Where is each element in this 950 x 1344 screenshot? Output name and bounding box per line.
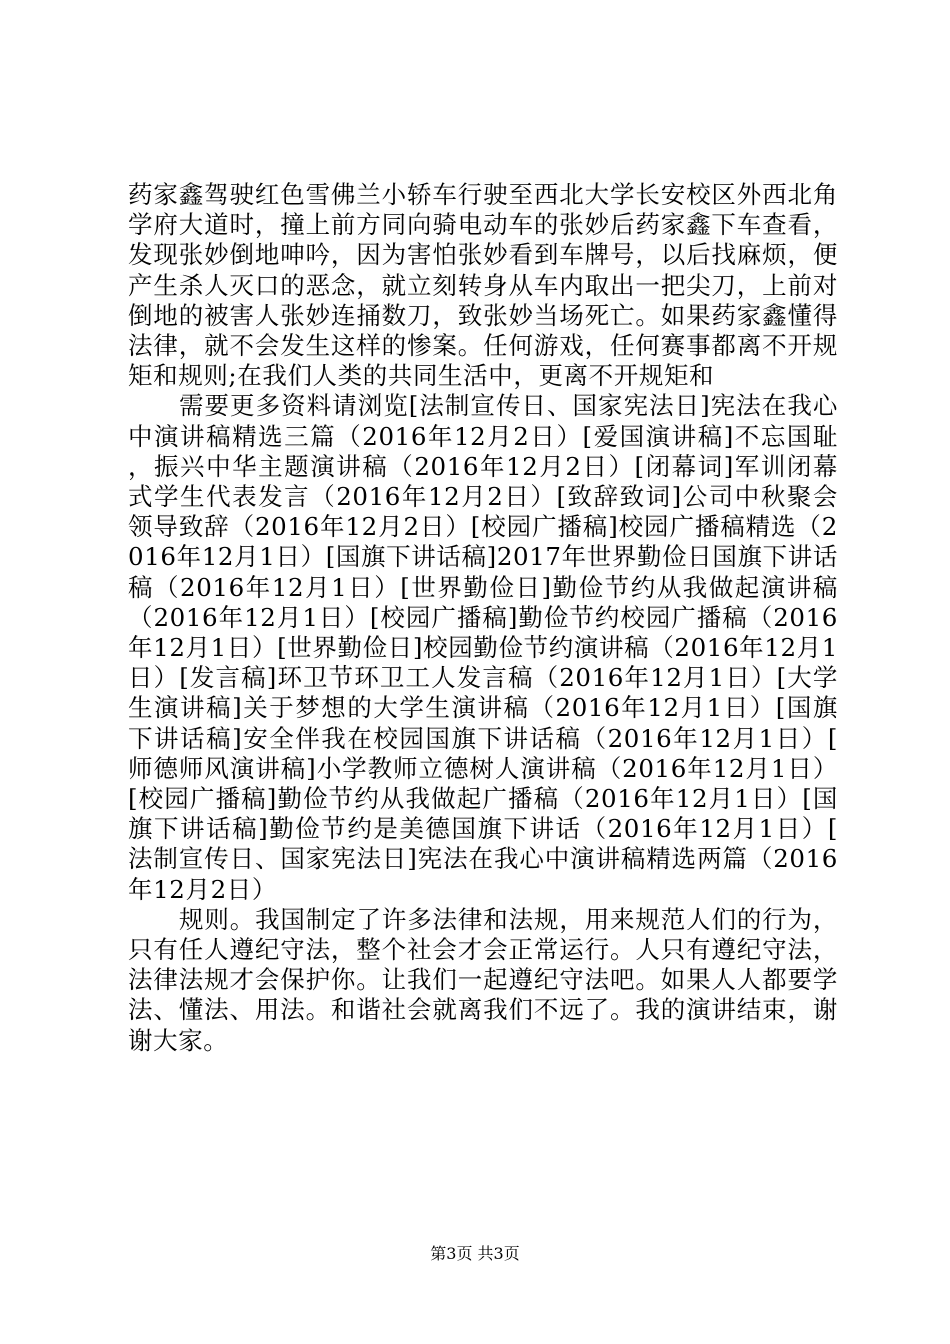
page-number-footer: 第3页 共3页 — [430, 1244, 520, 1263]
paragraph-story: 药家鑫驾驶红色雪佛兰小轿车行驶至西北大学长安校区外西北角学府大道时，撞上前方同向骑电动车的张妙后药家鑫下车查看，发现张妙倒地呻吟，因为害怕张妙看到车牌号，以后找麻烦，便产生杀人灭口的恶念，就立刻转身从车内取出一把尖刀，上前对倒地的被害人张妙连捅数刀，致张妙当场死亡。如果药家鑫懂得法律，就不会发生这样的惨案。任何游戏，任何赛事都离不开规矩和规则;在我们人类的共同生活中，更离不开规矩和 — [128, 180, 838, 391]
document-body — [128, 180, 838, 1056]
paragraph-more-resources: 需要更多资料请浏览[法制宣传日、国家宪法日]宪法在我心中演讲稿精选三篇（2016年12月2日）[爱国演讲稿]不忘国耻，振兴中华主题演讲稿（2016年12月2日）[闭幕词]军训闭幕式学生代表发言（2016年12月2日）[致辞致词]公司中秋聚会领导致辞（2016年12月2日）[校园广播稿]校园广播稿精选（2016年12月1日）[国旗下讲话稿]2017年世界勤俭日国旗下讲话稿（2016年12月1日）[世界勤俭日]勤俭节约从我做起演讲稿（2016年12月1日）[校园广播稿]勤俭节约校园广播稿（2016年12月1日）[世界勤俭日]校园勤俭节约演讲稿（2016年12月1日）[发言稿]环卫节环卫工人发言稿（2016年12月1日）[大学生演讲稿]关于梦想的大学生演讲稿（2016年12月1日）[国旗下讲话稿]安全伴我在校园国旗下讲话稿（2016年12月1日）[师德师风演讲稿]小学教师立德树人演讲稿（2016年12月1日）[校园广播稿]勤俭节约从我做起广播稿（2016年12月1日）[国旗下讲话稿]勤俭节约是美德国旗下讲话（2016年12月1日）[法制宣传日、国家宪法日]宪法在我心中演讲稿精选两篇（2016年12月2日） — [128, 391, 838, 904]
paragraph-conclusion: 规则。我国制定了许多法律和法规，用来规范人们的行为，只有任人遵纪守法，整个社会才会正常运行。人只有遵纪守法，法律法规才会保护你。让我们一起遵纪守法吧。如果人人都要学法、懂法、用法。和谐社会就离我们不远了。我的演讲结束，谢谢大家。 — [128, 904, 838, 1055]
